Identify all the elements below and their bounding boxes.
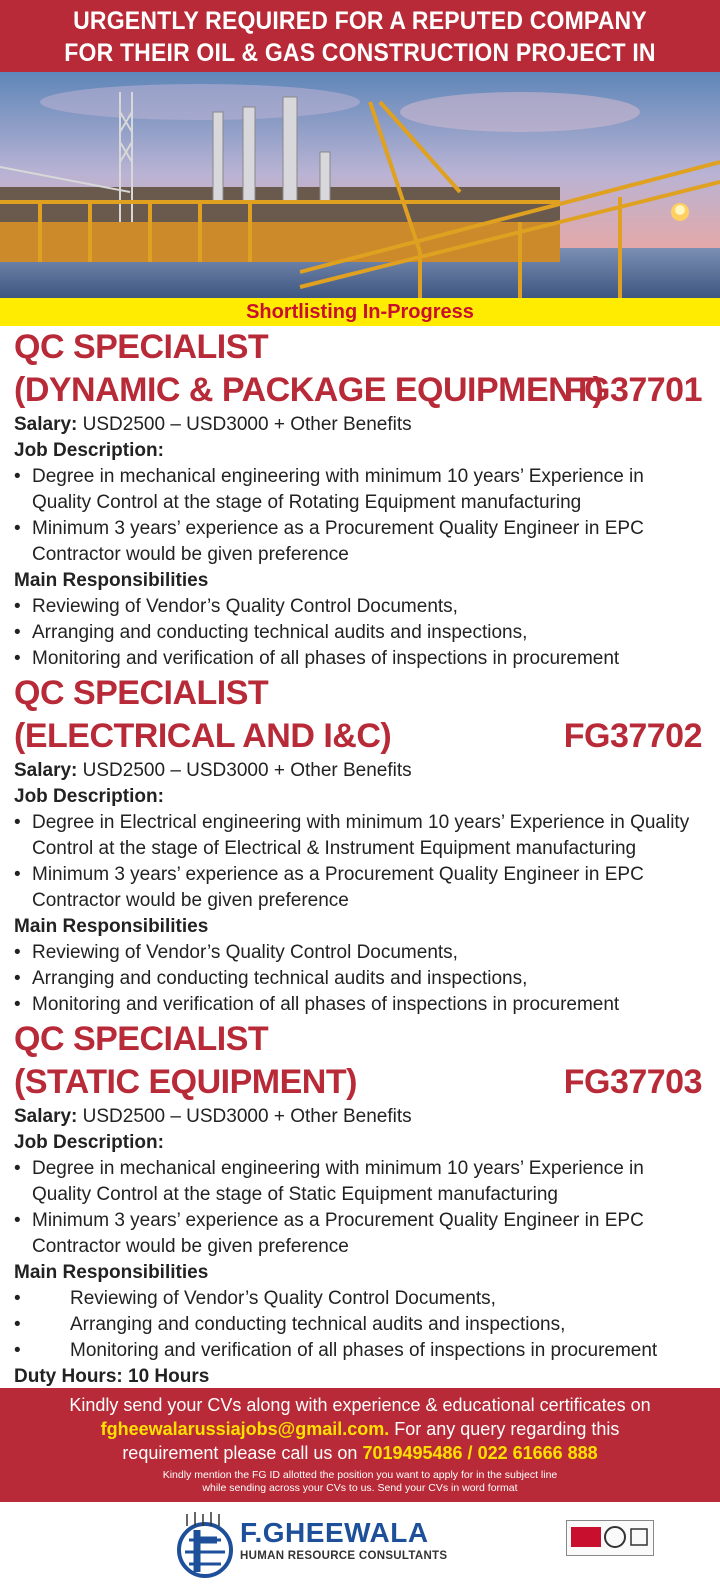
responsibilities-list: [14, 1286, 720, 1364]
platform-illustration: [0, 72, 720, 298]
footer-note-2: while sending across your CVs to us. Send your CVs in word format: [202, 1482, 518, 1494]
salary-value: USD2500 – USD3000 + Other Benefits: [77, 414, 412, 435]
list-item-text: Contractor would be given preference: [32, 1236, 349, 1257]
footer-line-2: [0, 1417, 720, 1441]
footer-text: For any query regarding this: [389, 1419, 620, 1439]
list-item: • Monitoring and verification of all phases of inspections in procurement: [14, 992, 720, 1018]
list-item-text: Quality Control at the stage of Rotating Equipment manufacturing: [32, 492, 582, 513]
list-item-text: Minimum 3 years’ experience as a Procurement Quality Engineer in EPC: [32, 1210, 644, 1231]
globe-f-logo-icon: [175, 1510, 235, 1582]
footer-text: requirement please call us on: [122, 1443, 363, 1463]
job-listings: [0, 326, 720, 1390]
footer-note-1: Kindly mention the FG ID allotted the position you want to apply for in the subject line: [162, 1469, 558, 1481]
brand-tagline: HUMAN RESOURCE CONSULTANTS: [240, 1550, 448, 1562]
list-item: • Reviewing of Vendor’s Quality Control Documents,: [14, 1286, 720, 1312]
job-posting: [0, 672, 720, 1018]
job-code: FG37703: [563, 1063, 702, 1101]
job-description-list: [14, 464, 720, 568]
salary-value: USD2500 – USD3000 + Other Benefits: [77, 1106, 412, 1127]
job-subtitle: (STATIC EQUIPMENT): [14, 1063, 357, 1101]
salary-line: [14, 758, 720, 784]
list-item: [14, 1208, 720, 1260]
salary-label: Salary:: [14, 1106, 78, 1127]
job-subtitle: (ELECTRICAL AND I&C): [14, 717, 392, 755]
list-item-text: Quality Control at the stage of Static Equipment manufacturing: [32, 1184, 558, 1205]
responsibilities-label: Main Responsibilities: [14, 570, 209, 591]
header-line-2: FOR THEIR OIL & GAS CONSTRUCTION PROJECT IN: [64, 39, 656, 67]
responsibilities-list: [14, 940, 720, 1018]
list-item: • Arranging and conducting technical audits and inspections,: [14, 966, 720, 992]
header-banner: [0, 0, 720, 72]
list-item-text: Contractor would be given preference: [32, 890, 349, 911]
list-item: • Monitoring and verification of all phases of inspections in procurement: [14, 1338, 720, 1364]
list-item-text: Degree in Electrical engineering with minimum 10 years’ Experience in Quality: [32, 812, 690, 833]
salary-value: USD2500 – USD3000 + Other Benefits: [77, 760, 412, 781]
list-item-text: Degree in mechanical engineering with minimum 10 years’ Experience in: [32, 1158, 644, 1179]
job-description-list: [14, 1156, 720, 1260]
job-description-label: Job Description:: [14, 1132, 164, 1153]
job-description-label: Job Description:: [14, 786, 164, 807]
list-item-text: Minimum 3 years’ experience as a Procurement Quality Engineer in EPC: [32, 518, 644, 539]
job-code: FG37701: [563, 371, 702, 409]
list-item: • Arranging and conducting technical audits and inspections,: [14, 1312, 720, 1338]
list-item-text: Degree in mechanical engineering with minimum 10 years’ Experience in: [32, 466, 644, 487]
duty-hours: Duty Hours: 10 Hours: [14, 1366, 210, 1387]
list-item: • Reviewing of Vendor’s Quality Control Documents,: [14, 940, 720, 966]
list-item: • Monitoring and verification of all phases of inspections in procurement: [14, 646, 720, 672]
list-item-text: Contractor would be given preference: [32, 544, 349, 565]
job-title: QC SPECIALIST: [14, 328, 269, 366]
job-description-label: Job Description:: [14, 440, 164, 461]
salary-line: [14, 1104, 720, 1130]
list-item: [14, 516, 720, 568]
salary-label: Salary:: [14, 414, 78, 435]
footer-line-1: Kindly send your CVs along with experience & educational certificates on: [69, 1395, 651, 1415]
phone-numbers[interactable]: 7019495486 / 022 61666 888: [362, 1443, 598, 1463]
salary-label: Salary:: [14, 760, 78, 781]
header-line-1: URGENTLY REQUIRED FOR A REPUTED COMPANY: [73, 7, 647, 35]
job-subtitle: (DYNAMIC & PACKAGE EQUIPMENT): [14, 371, 604, 409]
job-title: QC SPECIALIST: [14, 674, 269, 712]
brand-name: F.GHEEWALA: [240, 1517, 429, 1548]
footer-line-3: [0, 1441, 720, 1465]
list-item-text: Minimum 3 years’ experience as a Procurement Quality Engineer in EPC: [32, 864, 644, 885]
bureau-veritas-certification-icon: [566, 1520, 654, 1556]
list-item: [14, 1156, 720, 1208]
list-item: [14, 862, 720, 914]
list-item: [14, 464, 720, 516]
job-code: FG37702: [563, 717, 702, 755]
list-item: [14, 810, 720, 862]
list-item: • Reviewing of Vendor’s Quality Control Documents,: [14, 594, 720, 620]
responsibilities-list: [14, 594, 720, 672]
job-description-list: [14, 810, 720, 914]
list-item: • Arranging and conducting technical audits and inspections,: [14, 620, 720, 646]
status-ribbon: Shortlisting In-Progress: [0, 298, 720, 326]
application-footer: [0, 1388, 720, 1502]
oil-gas-platform-photo: [0, 72, 720, 298]
job-posting: [0, 1018, 720, 1364]
brand-area: [0, 1502, 720, 1593]
responsibilities-label: Main Responsibilities: [14, 1262, 209, 1283]
email-link[interactable]: fgheewalarussiajobs@gmail.com.: [100, 1419, 390, 1439]
job-title: QC SPECIALIST: [14, 1020, 269, 1058]
list-item-text: Control at the stage of Electrical & Instrument Equipment manufacturing: [32, 838, 637, 859]
job-posting: [0, 326, 720, 672]
responsibilities-label: Main Responsibilities: [14, 916, 209, 937]
salary-line: [14, 412, 720, 438]
